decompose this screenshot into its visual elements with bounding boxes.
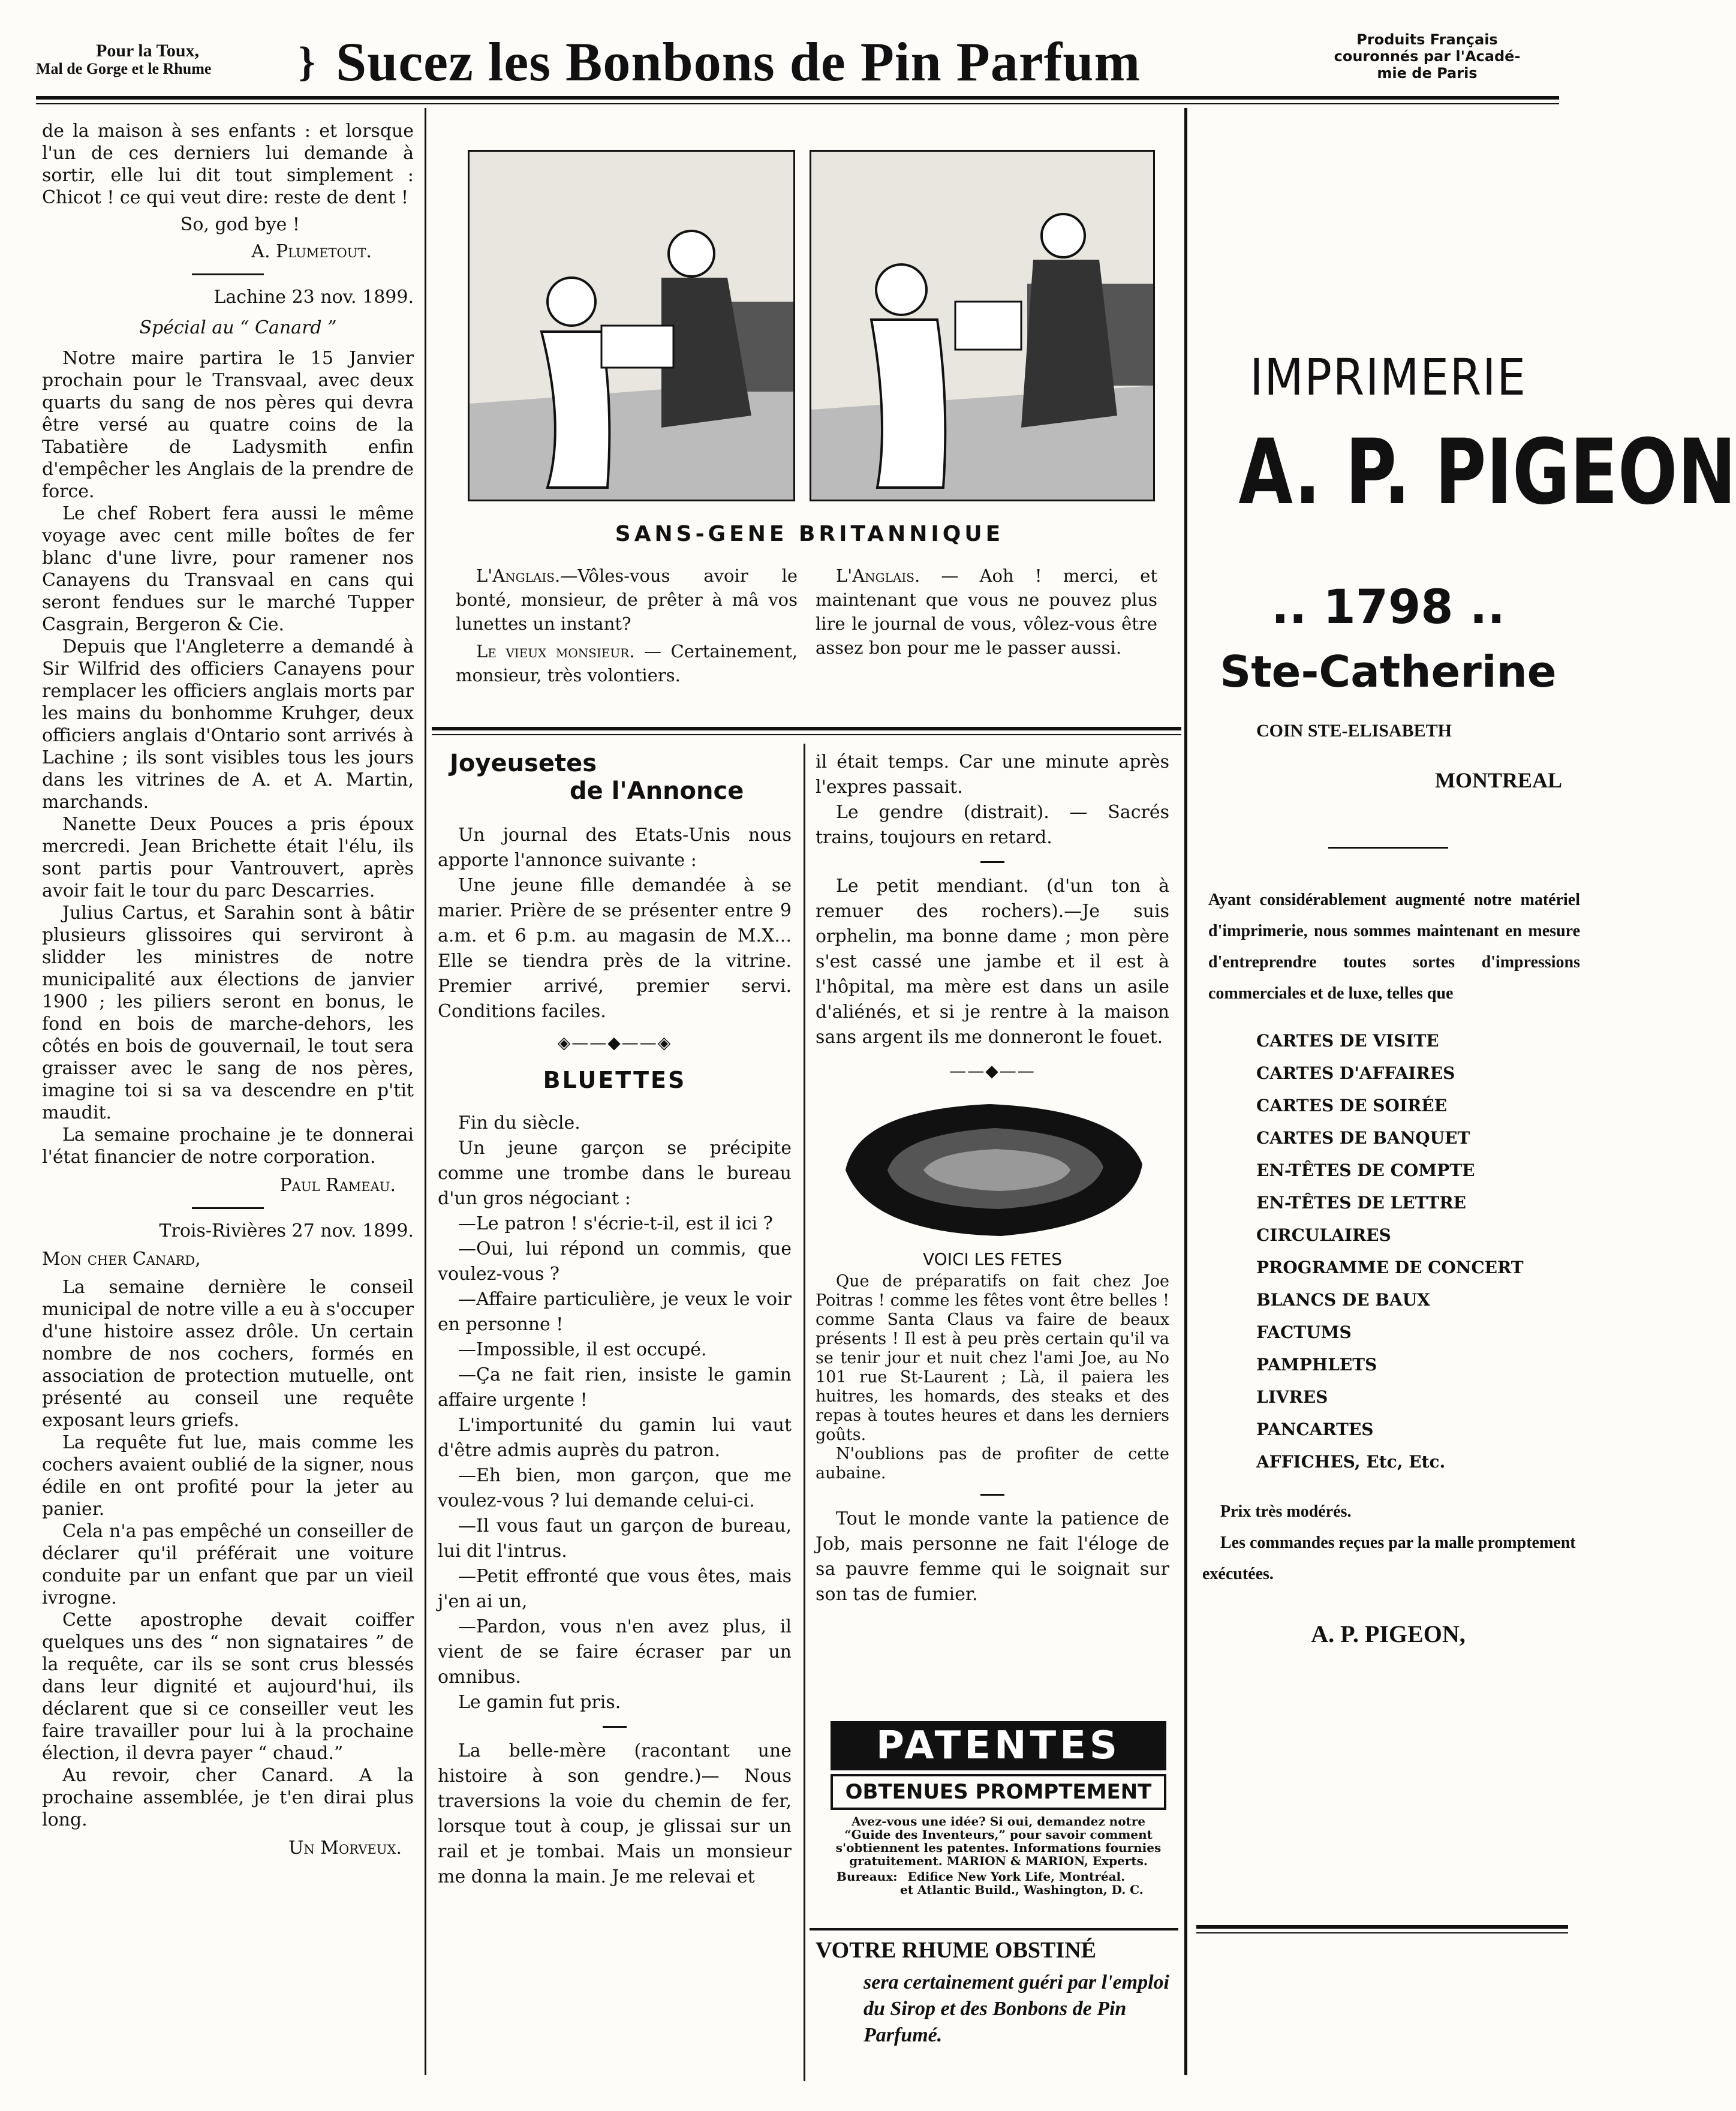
patentes-ad xyxy=(831,1721,1166,1896)
ad-service-item: CIRCULAIRES xyxy=(1256,1225,1391,1245)
col3-paragraph: Le gendre (distrait). — Sacrés trains, toujours en retard. xyxy=(816,802,1169,848)
rhume-text: sera certainement guéri par l'emploi du Sirop et des Bonbons de Pin Parfumé. xyxy=(864,1971,1169,2046)
col1-salutation: Mon cher Canard, xyxy=(42,1249,201,1270)
caption-right-speaker: L'Anglais. xyxy=(836,566,920,586)
col1-signature-2: Paul Rameau. xyxy=(279,1175,396,1196)
ad-service-item: EN-TÊTES DE COMPTE xyxy=(1256,1160,1475,1180)
masthead-right-line-1: Produits Français xyxy=(1356,31,1498,48)
col1-signature-1: A. Plumetout. xyxy=(251,241,372,262)
ad-signature: A. P. PIGEON, xyxy=(1311,1620,1466,1647)
column-3 xyxy=(816,750,1169,1607)
rhume-rule xyxy=(810,1928,1178,1930)
ad-street: Ste-Catherine xyxy=(1220,646,1557,697)
patentes-bureaux-1: Edifice New York Life, Montréal. xyxy=(907,1869,1126,1884)
col3-paragraph: Le petit mendiant. (d'un ton à remuer des rochers).—Je suis orphelin, ma bonne dame ; mon père s'est cassé une jambe et il est à l'hôpital, ma mère est dans un asile d'aliénés, et si je rentre à la maison sans argent ils me donneront le fouet. xyxy=(816,876,1169,1048)
col1-paragraph-intro: de la maison à ses enfants : et lorsque l'un de ces derniers lui demande à sortir, elle lui dit tout simplement : Chicot ! ce qui veut dire: reste de dent ! xyxy=(42,121,414,208)
masthead-left-bottom: Mal de Gorge et le Rhume xyxy=(36,60,212,77)
patentes-text: Avez-vous une idée? Si oui, demandez notre “Guide des Inventeurs,” pour savoir comment s'obtiennent les patentes. Informations fournies gratuitement. MARION & MARION, Experts. xyxy=(835,1814,1162,1868)
oyster-caption: VOICI LES FETES xyxy=(923,1249,1062,1269)
cartoon-caption-right xyxy=(816,564,1157,660)
cartoon-caption-left xyxy=(456,564,798,687)
patentes-bureaux xyxy=(831,1870,1166,1896)
ad-prix: Prix très modérés. xyxy=(1220,1502,1352,1521)
ad-service-item: PANCARTES xyxy=(1256,1420,1374,1439)
col1-dateline-2: Trois-Rivières 27 nov. 1899. xyxy=(159,1220,414,1241)
col1-divider-1 xyxy=(192,273,264,275)
col1-paragraph: Nanette Deux Pouces a pris époux mercredi. Jean Brichette était l'élu, ils sont partis pour Vantrouvert, après avoir fait le tour du parc Descarries. xyxy=(42,814,414,901)
col3-divider-1 xyxy=(980,861,1004,863)
masthead-right-line-2: couronnés par l'Acadé- xyxy=(1334,48,1521,65)
ad-service-item: CARTES D'AFFAIRES xyxy=(1256,1063,1455,1083)
ad-name: A. P. PIGEON xyxy=(1238,420,1736,525)
col2-bluette: L'importunité du gamin lui vaut d'être admis auprès du patron. xyxy=(438,1415,792,1461)
patentes-subtitle: OBTENUES PROMPTEMENT xyxy=(831,1774,1166,1810)
col2-bluette: —Le patron ! s'écrie-t-il, est il ici ? xyxy=(458,1213,773,1234)
col1-paragraph: Le chef Robert fera aussi le même voyage avec cent mille boîtes de fer blanc d'une livre, pour ramener nos Canayens du Transvaal en cans qui seront fendues sur le marché Tupper Casgrain, Bergeron & Cie. xyxy=(42,503,414,635)
masthead-left-top: Pour la Toux, xyxy=(96,41,200,61)
col2-divider xyxy=(603,1726,627,1728)
col2-bluette: Fin du siècle. xyxy=(458,1112,580,1133)
cartoon-title: SANS-GENE BRITANNIQUE xyxy=(615,522,1004,546)
cartoon-left-drawing xyxy=(470,152,793,500)
patentes-banner: PATENTES xyxy=(831,1721,1166,1770)
col1-dateline-1: Lachine 23 nov. 1899. xyxy=(213,287,414,308)
caption-left-speaker: L'Anglais. xyxy=(476,566,561,586)
ad-service-item: FACTUMS xyxy=(1256,1322,1352,1342)
col1-paragraph: La requête fut lue, mais comme les cochers avaient oublié de la signer, nous édile en ont profité pour la jeter au panier. xyxy=(42,1432,414,1520)
ad-number: .. 1798 .. xyxy=(1271,581,1505,634)
joyeusetes-heading-2: de l'Annonce xyxy=(570,777,744,805)
ad-commandes: Les commandes reçues par la malle promptement exécutées. xyxy=(1202,1533,1576,1583)
column-separator-3 xyxy=(804,744,805,2081)
pigeon-ad xyxy=(1196,120,1736,1648)
ad-service-item: LIVRES xyxy=(1256,1387,1328,1407)
cartoon-bottom-rule-thin xyxy=(432,734,1181,735)
cartoon-panel-right xyxy=(810,150,1155,501)
masthead-brace: } xyxy=(299,39,315,85)
patentes-bureaux-2: et Atlantic Build., Washington, D. C. xyxy=(900,1883,1144,1897)
col1-paragraph: Cette apostrophe devait coiffer quelques uns des “ non signataires ” de la requête, car ils se sont crus blessés dans leur dignité et aujourd'hui, ils déclarent que si ce conseiller veut les faire travailler pour lui à la prochaine élection, il devra payer “ chaud.” xyxy=(42,1610,414,1764)
masthead xyxy=(0,0,1621,99)
col2-bluette: —Eh bien, mon garçon, que me voulez-vous ? lui demande celui-ci. xyxy=(438,1465,792,1511)
ad-city: MONTREAL xyxy=(1434,768,1562,792)
col1-divider-2 xyxy=(192,1207,264,1209)
oyster-image xyxy=(834,1092,1151,1242)
joyeusetes-heading-1: Joyeusetes xyxy=(450,750,597,777)
masthead-rule-thin xyxy=(36,103,1559,104)
ad-service-item: BLANCS DE BAUX xyxy=(1256,1290,1430,1310)
rhume-title: VOTRE RHUME OBSTINÉ xyxy=(816,1938,1096,1963)
col1-paragraph: La semaine prochaine je te donnerai l'état financier de notre corporation. xyxy=(42,1124,414,1168)
col1-paragraph: Julius Cartus, et Sarahin sont à bâtir plusieurs glissoires qui serviront à slidder les ministres de notre municipalité aux élections de janvier 1900 ; les piliers seront en bonus, le fond en bois de marche-dehors, les côtés en bois de gouvernail, le tout sera graisser avec le sang de nos pères, imagine toi si sa va descendre en p'tit maudit. xyxy=(42,903,414,1123)
patentes-bureaux-label: Bureaux: xyxy=(837,1869,898,1884)
col1-paragraph: Notre maire partira le 15 Janvier prochain pour le Transvaal, avec deux quarts du sang de nos pères qui devra être versé au quatre coins de la Tabatière de Ladysmith enfin d'empêcher les Anglais de la prendre de force. xyxy=(42,348,414,502)
col3-ornament: ——◆—— xyxy=(949,1061,1036,1081)
bluettes-heading: BLUETTES xyxy=(543,1067,687,1093)
ad-service-item: PROGRAMME DE CONCERT xyxy=(1256,1258,1524,1277)
col1-signature-3: Un Morveux. xyxy=(288,1838,402,1859)
col2-bluette: Un jeune garçon se précipite comme une trombe dans le bureau d'un gros négociant : xyxy=(438,1138,792,1209)
column-2 xyxy=(438,750,792,1890)
ad-service-item: CARTES DE VISITE xyxy=(1256,1031,1439,1051)
col1-signoff: So, god bye ! xyxy=(180,214,300,235)
ad-service-item: EN-TÊTES DE LETTRE xyxy=(1256,1193,1466,1213)
ad-coin: COIN STE-ELISABETH xyxy=(1256,721,1452,741)
ad-intro: Ayant considérablement augmenté notre matériel d'imprimerie, nous sommes maintenant en mesure d'entreprendre toutes sortes d'impressions commerciales et de luxe, telles que xyxy=(1208,891,1580,1003)
col2-bluette: —Impossible, il est occupé. xyxy=(458,1339,707,1360)
col2-paragraph: Un journal des Etats-Unis nous apporte l'annonce suivante : xyxy=(438,825,792,871)
caption-left-speaker-2: Le vieux monsieur. xyxy=(476,641,635,661)
ad-service-item: PAMPHLETS xyxy=(1256,1355,1377,1375)
col1-paragraph: Au revoir, cher Canard. A la prochaine assemblée, je t'en dirai plus long. xyxy=(42,1765,414,1830)
column-separator-1 xyxy=(425,108,426,2075)
col2-bluette: Le gamin fut pris. xyxy=(458,1692,621,1713)
col2-paragraph: Une jeune fille demandée à se marier. Prière de se présenter entre 9 a.m. et 6 p.m. au magasin de M.X... Elle se tiendra près de la vitrine. Premier arrivé, premier servi. Conditions faciles. xyxy=(438,875,792,1022)
col2-bluette: —Oui, lui répond un commis, que voulez-vous ? xyxy=(438,1238,792,1285)
cartoon-bottom-rule xyxy=(432,727,1181,730)
col1-paragraph: La semaine dernière le conseil municipal de notre ville a eu à s'occuper d'une histoire assez drôle. Un certain nombre de nos cochers, formés en association de protection mutuelle, ont présenté au conseil une requête exposant leurs griefs. xyxy=(42,1277,414,1431)
col2-bluette: —Il vous faut un garçon de bureau, lui dit l'intrus. xyxy=(438,1515,792,1562)
oyster-text: Que de préparatifs on fait chez Joe Poitras ! comme les fêtes vont être belles ! comme Santa Claus va faire de beaux présents ! Il est à peu près certain qu'il va se tenir jour et nuit chez l'ami Joe, au No 101 rue St-Laurent ; Là, il paiera les huitres, les homards, des steaks et des repas à toutes heures et dans les derniers goûts. xyxy=(816,1272,1169,1444)
caption-left-text: —Vôles-vous avoir le bonté, monsieur, de prêter à mâ vos lunettes un instant? xyxy=(456,566,798,634)
col3-divider-2 xyxy=(980,1494,1004,1496)
ad-service-item: CARTES DE BANQUET xyxy=(1256,1128,1470,1148)
col2-bluette: —Ça ne fait rien, insiste le gamin affaire urgente ! xyxy=(438,1364,792,1411)
col1-paragraph: Cela n'a pas empêché un conseiller de déclarer qu'il préférait une voiture conduite par un enfant que par un vieil ivrogne. xyxy=(42,1521,414,1608)
ad-divider xyxy=(1328,847,1448,849)
ad-bottom-rule xyxy=(1196,1925,1568,1929)
col1-paragraph: Depuis que l'Angleterre a demandé à Sir Wilfrid des officiers Canayens pour remplacer les officiers anglais morts par les mains du bonhomme Kruhger, deux officiers anglais d'Ontario sont arrivés à Lachine ; ils sont visibles tous les jours dans les vitrines de A. et A. Martin, marchands. xyxy=(42,636,414,813)
rhume-ad xyxy=(816,1937,1175,2049)
caption-left-text-2: — Certainement, monsieur, très volontiers. xyxy=(456,641,798,685)
col3-paragraph: Tout le monde vante la patience de Job, mais personne ne fait l'éloge de sa pauvre femme qui le soignait sur son tas de fumier. xyxy=(816,1508,1169,1605)
ad-service-item: AFFICHES, Etc, Etc. xyxy=(1256,1452,1446,1472)
col2-bluette: —Affaire particulière, je veux le voir en personne ! xyxy=(438,1289,792,1335)
caption-right-text: — Aoh ! merci, et maintenant que vous ne pouvez plus lire le journal de vous, vôlez-vous être assez bon pour me le passer aussi. xyxy=(816,566,1157,658)
oyster-text-2: N'oublions pas de profiter de cette aubaine. xyxy=(816,1445,1169,1482)
masthead-rule xyxy=(36,96,1559,100)
oyster-illustration xyxy=(834,1092,1151,1242)
masthead-right xyxy=(1307,31,1547,82)
column-separator-2 xyxy=(1184,108,1187,2075)
col2-bluette: —Pardon, vous n'en avez plus, il vient de se faire écraser par un omnibus. xyxy=(438,1616,792,1688)
col2-ornament: ◈——◆——◈ xyxy=(557,1033,672,1053)
ad-services-list xyxy=(1196,1025,1580,1478)
column-1 xyxy=(42,120,414,1859)
col2-tail: La belle-mère (racontant une histoire à son gendre.)— Nous traversions la voie du chemin de fer, lorsque tout à coup, je glissai sur un rail et je tombai. Mais un monsieur me donna la main. Je me relevai et xyxy=(438,1740,792,1887)
cartoon-panel-left xyxy=(468,150,795,501)
col3-paragraph: il était temps. Car une minute après l'expres passait. xyxy=(816,751,1169,798)
col2-bluette: —Petit effronté que vous êtes, mais j'en ai un, xyxy=(438,1566,792,1612)
ad-bottom-rule-thin xyxy=(1196,1932,1568,1933)
masthead-headline: Sucez les Bonbons de Pin Parfum xyxy=(336,31,1141,92)
ad-service-item: CARTES DE SOIRÉE xyxy=(1256,1096,1447,1115)
cartoon-right-drawing xyxy=(811,152,1153,500)
ad-imprimerie: IMPRIMERIE xyxy=(1250,348,1527,407)
masthead-right-line-3: mie de Paris xyxy=(1377,65,1478,82)
col1-special: Spécial au “ Canard ” xyxy=(139,317,337,338)
